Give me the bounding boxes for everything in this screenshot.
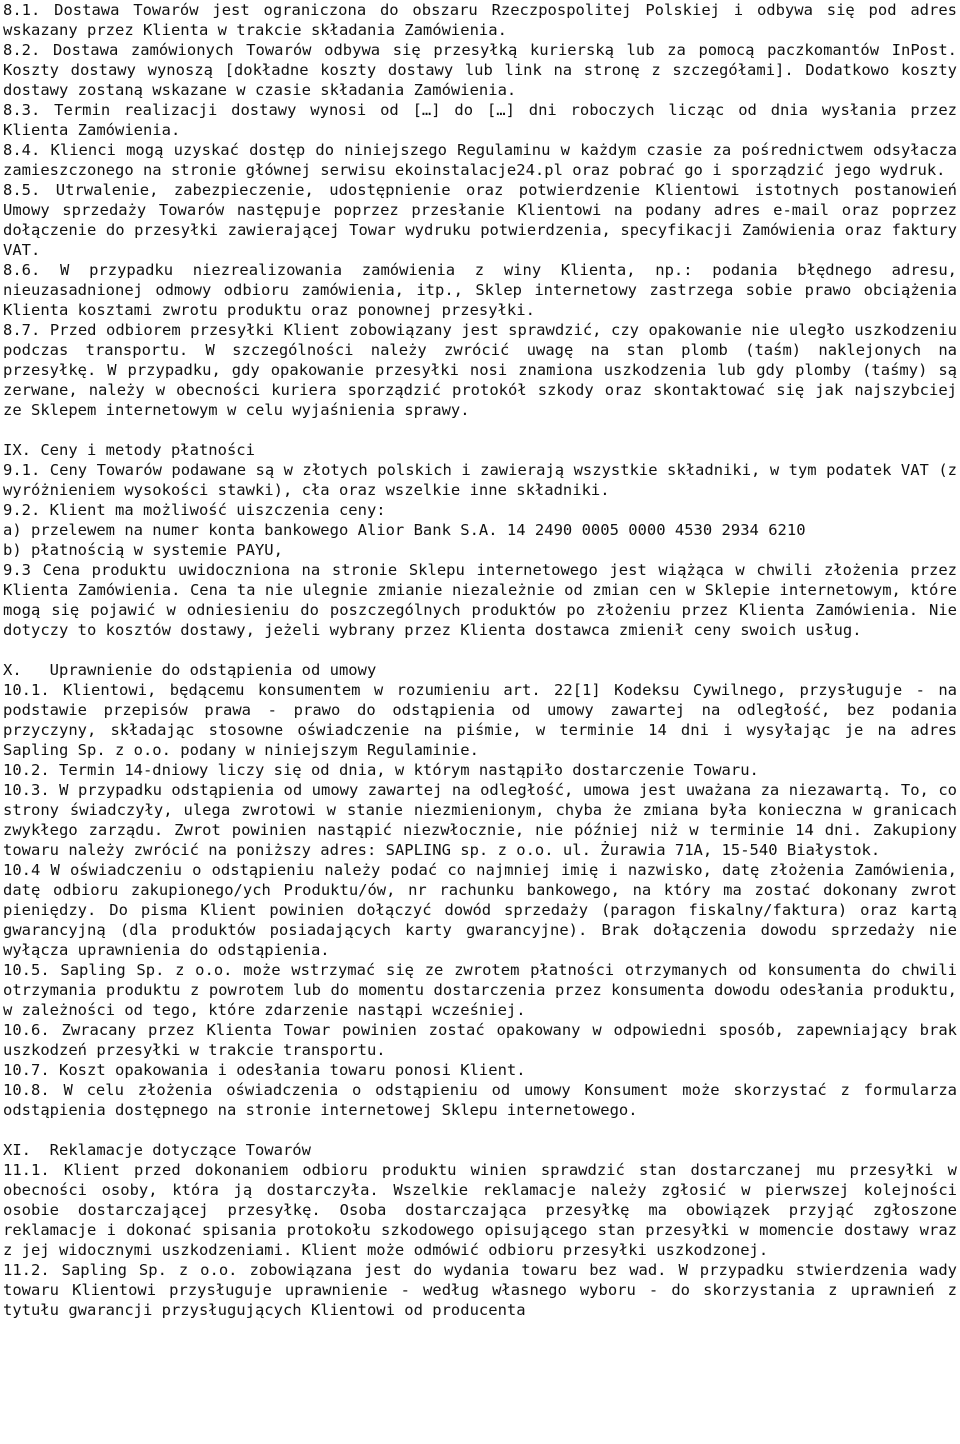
paragraph-8-2: 8.2. Dostawa zamówionych Towarów odbywa się przesyłką kurierską lub za pomocą paczkomantów InPost. Koszty dostawy wynoszą [dokładne koszty dostawy lub link na stronę z szczegółami]. Dodatkowo koszty dostawy zostaną wskazane w czasie składania Zamówienia. [3,41,957,99]
paragraph-9-1: 9.1. Ceny Towarów podawane są w złotych polskich i zawierają wszystkie składniki, w tym podatek VAT (z wyróżnieniem wysokości stawki), cła oraz wszelkie inne składniki. [3,461,957,499]
paragraph-8-7: 8.7. Przed odbiorem przesyłki Klient zobowiązany jest sprawdzić, czy opakowanie nie uległo uszkodzeniu podczas transportu. W szczególności należy zwrócić uwagę na stan plomb (taśm) naklejonych na przesyłkę. W przypadku, gdy opakowanie przesyłki nosi znamiona uszkodzenia lub gdy plomby (taśmy) są zerwane, należy w obecności kuriera sporządzić protokół szkody oraz skontaktować się jak najszybciej ze Sklepem internetowym w celu wyjaśnienia sprawy. [3,321,957,419]
paragraph-8-1: 8.1. Dostawa Towarów jest ograniczona do obszaru Rzeczpospolitej Polskiej i odbywa się pod adres wskazany przez Klienta w trakcie składania Zamówienia. [3,1,957,39]
paragraph-10-1: 10.1. Klientowi, będącemu konsumentem w rozumieniu art. 22[1] Kodeksu Cywilnego, przysługuje - na podstawie przepisów prawa - prawo do odstąpienia od umowy zawartej na odległość, bez podania przyczyny, składając stosowne oświadczenie na piśmie, w terminie 14 dni i wysyłając je na adres Sapling Sp. z o.o. podany w niniejszym Regulaminie. [3,681,957,759]
paragraph-8-3: 8.3. Termin realizacji dostawy wynosi od […] do […] dni roboczych licząc od dnia wysłania przez Klienta Zamówienia. [3,101,957,139]
paragraph-10-7: 10.7. Koszt opakowania i odesłania towaru ponosi Klient. [3,1061,526,1079]
paragraph-8-5: 8.5. Utrwalenie, zabezpieczenie, udostępnienie oraz potwierdzenie Klientowi istotnych postanowień Umowy sprzedaży Towarów następuje poprzez przesłanie Klientowi na podany adres e-mail oraz poprzez dołączenie do przesyłki zawierającej Towar wydruku potwierdzenia, specyfikacji Zamówienia oraz faktury VAT. [3,181,957,259]
blank-line [3,1120,957,1140]
section-heading-x: X. Uprawnienie do odstąpienia od umowy [3,661,377,679]
blank-line [3,640,957,660]
paragraph-10-5: 10.5. Sapling Sp. z o.o. może wstrzymać się ze zwrotem płatności otrzymanych od konsumenta do chwili otrzymania produktu z powrotem lub do momentu dostarczenia przez konsumenta dowodu odesłania produktu, w zależności od tego, które zdarzenie nastąpi wcześniej. [3,961,957,1019]
paragraph-8-6: 8.6. W przypadku niezrealizowania zamówienia z winy Klienta, np.: podania błędnego adresu, nieuzasadnionej odmowy odbioru zamówienia, itp., Sklep internetowy zastrzega sobie prawo obciążenia Klienta kosztami zwrotu produktu oraz ponownej przesyłki. [3,261,957,319]
payment-option-a: a) przelewem na numer konta bankowego Alior Bank S.A. 14 2490 0005 0000 4530 2934 6210 [3,521,806,539]
paragraph-10-6: 10.6. Zwracany przez Klienta Towar powinien zostać opakowany w odpowiedni sposób, zapewniający brak uszkodzeń przesyłki w trakcie transportu. [3,1021,957,1059]
paragraph-9-3: 9.3 Cena produktu uwidoczniona na stronie Sklepu internetowego jest wiążąca w chwili złożenia przez Klienta Zamówienia. Cena ta nie ulegnie zmianie niezależnie od zmian cen w Sklepie internetowym, które mogą się pojawić w odniesieniu do poszczególnych produktów po złożeniu przez Klienta Zamówienia. Nie dotyczy to kosztów dostawy, jeżeli wybrany przez Klienta dostawca zmienił ceny swoich usług. [3,561,957,639]
section-heading-ix: IX. Ceny i metody płatności [3,441,255,459]
section-heading-xi: XI. Reklamacje dotyczące Towarów [3,1141,311,1159]
paragraph-11-1: 11.1. Klient przed dokonaniem odbioru produktu winien sprawdzić stan dostarczanej mu przesyłki w obecności osoby, która ją dostarczyła. Wszelkie reklamacje należy zgłosić w pierwszej kolejności osobie dostarczającej przesyłkę. Osoba dostarczająca przesyłkę ma obowiązek przyjąć zgłoszone reklamacje i dokonać spisania protokołu szkodowego opisującego stan przesyłki w momencie dostawy wraz z jej widocznymi uszkodzeniami. Klient może odmówić odbioru przesyłki uszkodzonej. [3,1161,957,1259]
paragraph-9-2: 9.2. Klient ma możliwość uiszczenia ceny: [3,501,386,519]
paragraph-10-2: 10.2. Termin 14-dniowy liczy się od dnia, w którym nastąpiło dostarczenie Towaru. [3,761,759,779]
paragraph-10-4: 10.4 W oświadczeniu o odstąpieniu należy podać co najmniej imię i nazwisko, datę złożenia Zamówienia, datę odbioru zakupionego/ych Produktu/ów, nr rachunku bankowego, na który ma zostać dokonany zwrot pieniędzy. Do pisma Klient powinien dołączyć dowód sprzedaży (paragon fiskalny/faktura) oraz kartą gwarancyjną (dla produktów posiadających karty gwarancyjne). Brak dołączenia dowodu sprzedaży nie wyłącza uprawnienia do odstąpienia. [3,861,957,959]
paragraph-8-4: 8.4. Klienci mogą uzyskać dostęp do niniejszego Regulaminu w każdym czasie za pośrednictwem odsyłacza zamieszczonego na stronie głównej serwisu ekoinstalacje24.pl oraz pobrać go i sporządzić jego wydruk. [3,141,957,179]
paragraph-11-2: 11.2. Sapling Sp. z o.o. zobowiązana jest do wydania towaru bez wad. W przypadku stwierdzenia wady towaru Klientowi przysługuje uprawnienie - według własnego wyboru - do skorzystania z uprawnień z tytułu gwarancji przysługujących Klientowi od producenta [3,1261,957,1319]
paragraph-10-8: 10.8. W celu złożenia oświadczenia o odstąpieniu od umowy Konsument może skorzystać z formularza odstąpienia dostępnego na stronie internetowej Sklepu internetowego. [3,1081,957,1119]
paragraph-10-3: 10.3. W przypadku odstąpienia od umowy zawartej na odległość, umowa jest uważana za niezawartą. To, co strony świadczyły, ulega zwrotowi w stanie niezmienionym, chyba że zmiana była konieczna w granicach zwykłego zarządu. Zwrot powinien nastąpić niezwłocznie, nie później niż w terminie 14 dni. Zakupiony towaru należy zwrócić na poniższy adres: SAPLING sp. z o.o. ul. Żurawia 71A, 15-540 Białystok. [3,781,957,859]
blank-line [3,420,957,440]
payment-option-b: b) płatnością w systemie PAYU, [3,541,283,559]
